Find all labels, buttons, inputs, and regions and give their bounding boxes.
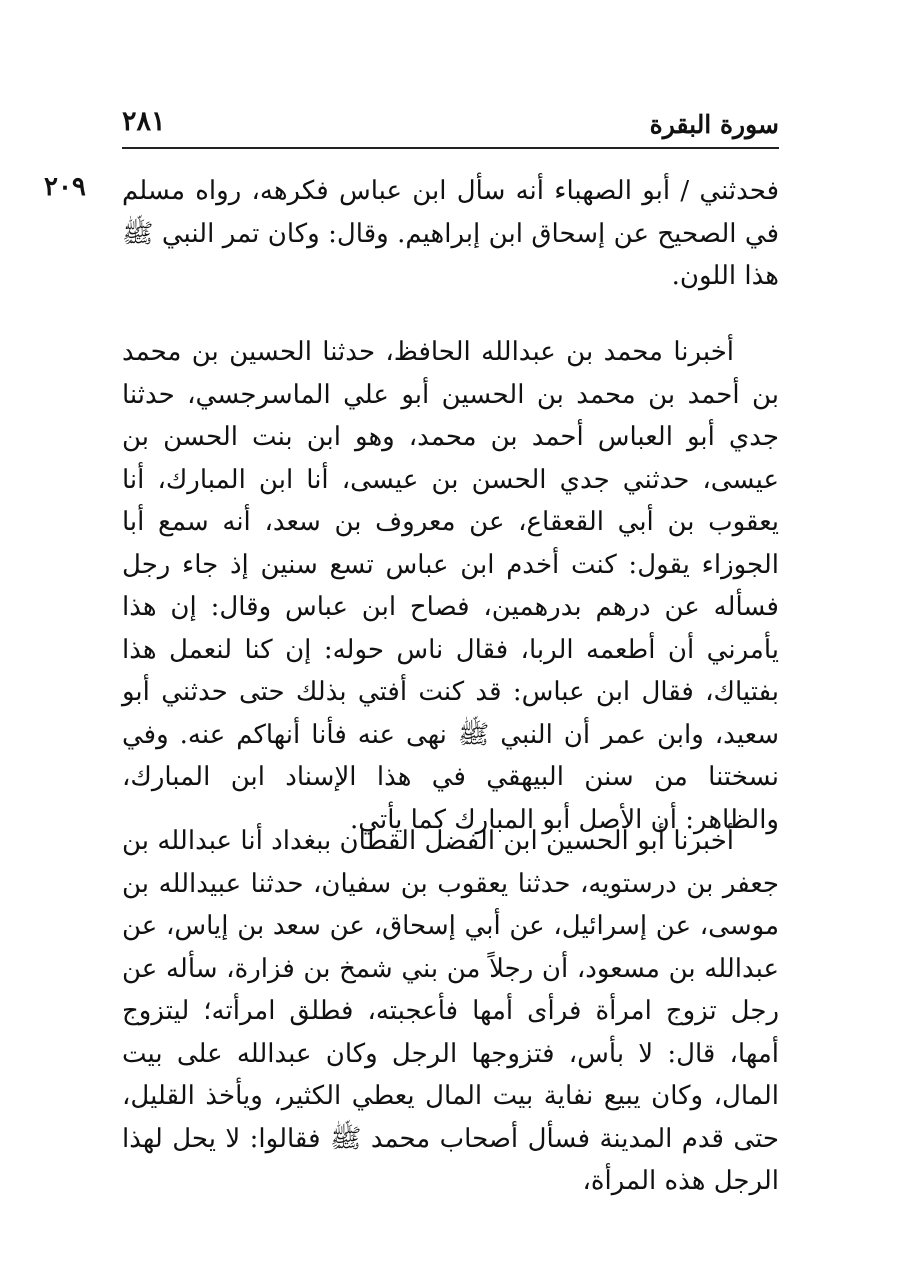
page-number: ٢٨١ — [122, 106, 166, 137]
paragraph-3: أخبرنا أبو الحسين ابن الفضل القطان ببغداد أنا عبدالله بن جعفر بن درستويه، حدثنا يعقوب بن سفيان، حدثنا عبيدالله بن موسى، عن إسرائيل، عن أبي إسحاق، عن سعد بن إياس، عن عبدالله بن مسعود، أن رجلاً من بني شمخ بن فزارة، سأله عن رجل تزوج امرأة فرأى أمها فأعجبته، فطلق امرأته؛ ليتزوج أمها، قال: لا بأس، فتزوجها الرجل وكان عبدالله على بيت المال، وكان يبيع نفاية بيت المال يعطي الكثير، ويأخذ القليل، حتى قدم المدينة فسأل أصحاب محمد ﷺ فقالوا: لا يحل لهذا الرجل هذه المرأة، — [122, 826, 779, 1196]
paragraph-1: فحدثني / أبو الصهباء أنه سأل ابن عباس فكرهه، رواه مسلم في الصحيح عن إسحاق ابن إبراهيم. وقال: وكان تمر النبي ﷺ هذا اللون. — [122, 176, 779, 291]
page-header — [122, 104, 779, 146]
header-divider — [122, 147, 779, 149]
surah-title: سورة البقرة — [649, 110, 779, 139]
paragraph-2: أخبرنا محمد بن عبدالله الحافظ، حدثنا الحسين بن محمد بن أحمد بن محمد بن الحسين أبو علي الماسرجسي، حدثنا جدي أبو العباس أحمد بن محمد، وهو ابن بنت الحسن بن عيسى، حدثني جدي الحسن بن عيسى، أنا ابن المبارك، أنا يعقوب بن أبي القعقاع، عن معروف بن سعد، أنه سمع أبا الجوزاء يقول: كنت أخدم ابن عباس تسع سنين إذ جاء رجل فسأله عن درهم بدرهمين، فصاح ابن عباس وقال: إن هذا يأمرني أن أطعمه الربا، فقال ناس حوله: إن كنا لنعمل هذا بفتياك، فقال ابن عباس: قد كنت أفتي بذلك حتى حدثني أبو سعيد، وابن عمر أن النبي ﷺ نهى عنه فأنا أنهاكم عنه. وفي نسختنا من سنن البيهقي في هذا الإسناد ابن المبارك، والظاهر: أن الأصل أبو المبارك كما يأتي. — [122, 337, 779, 835]
margin-page-reference: ٢٠٩ — [44, 172, 86, 202]
